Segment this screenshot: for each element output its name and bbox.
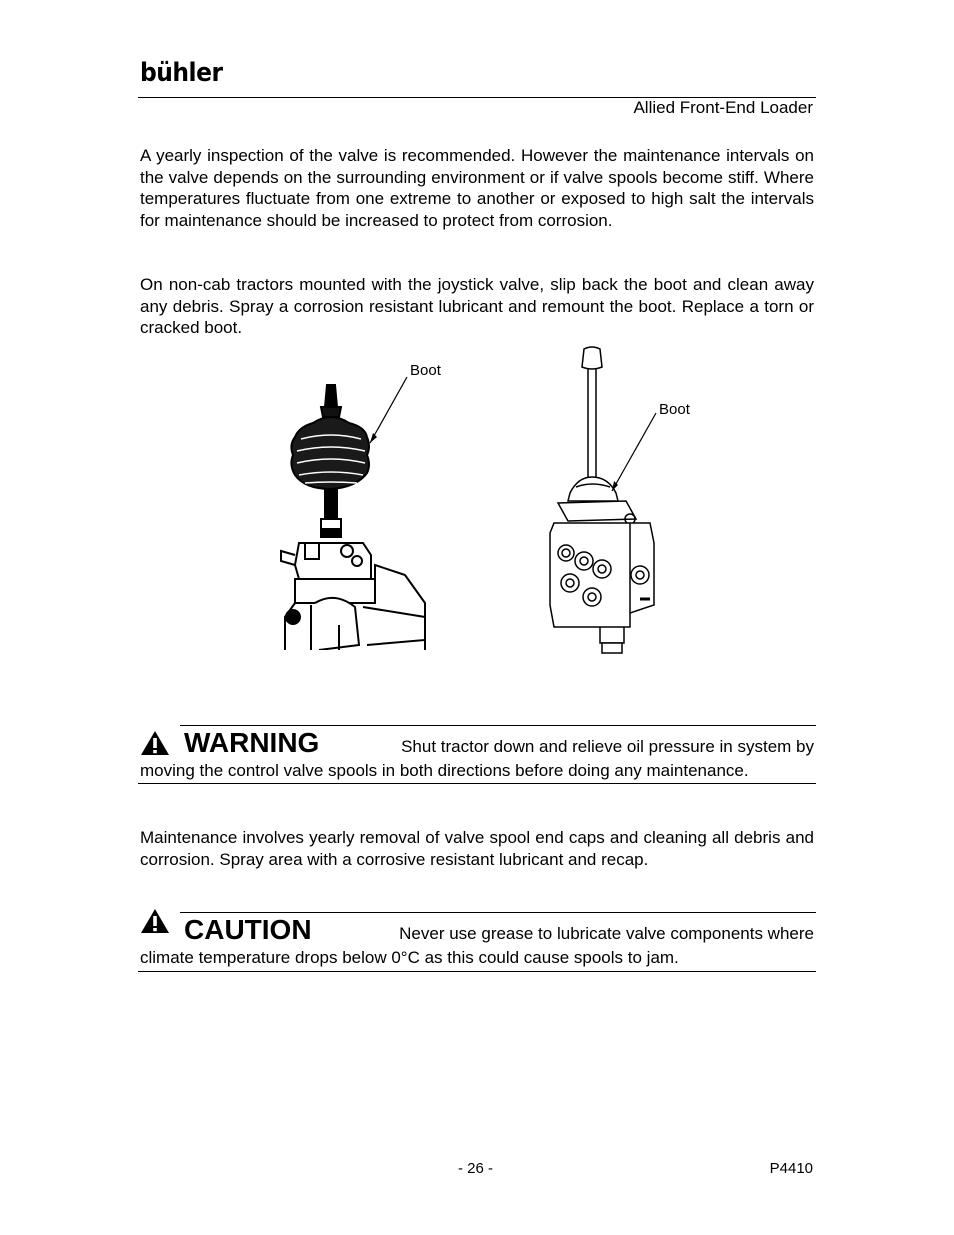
- caution-top-rule: [180, 912, 816, 913]
- caution-title: CAUTION: [184, 914, 312, 945]
- warning-title: WARNING: [184, 727, 320, 758]
- paragraph-maintenance: Maintenance involves yearly removal of valve spool end caps and cleaning all debris and corrosion. Spray area with a corrosive resistant lubricant and recap.: [140, 828, 814, 869]
- joystick-valve-drawing: [275, 355, 455, 650]
- paragraph-boot: On non-cab tractors mounted with the joystick valve, slip back the boot and clean away any debris. Spray a corrosion resistant lubricant and remount the boot. Replace a torn or cracked boot.: [140, 275, 814, 337]
- lever-valve-figure: [540, 343, 670, 655]
- warning-bottom-rule: [138, 783, 816, 784]
- boot-label-right: Boot: [659, 401, 690, 418]
- document-code: P4410: [769, 1160, 813, 1177]
- caution-line-1: Never use grease to lubricate valve components where: [399, 924, 814, 943]
- warning-line-2: moving the control valve spools in both directions before doing any maintenance.: [140, 761, 749, 780]
- boot-label-left: Boot: [410, 362, 441, 379]
- caution-bottom-rule: [138, 971, 816, 972]
- warning-message: [140, 735, 814, 783]
- lever-valve-drawing: [540, 343, 670, 655]
- joystick-valve-figure: [275, 355, 455, 650]
- page-number: - 26 -: [458, 1160, 494, 1177]
- document-subtitle: Allied Front-End Loader: [633, 98, 813, 117]
- warning-top-rule: [180, 725, 816, 726]
- logo: bühler: [140, 58, 223, 88]
- caution-message: [140, 922, 814, 970]
- paragraph-inspection: A yearly inspection of the valve is recommended. However the maintenance intervals on the valve depends on the surrounding environment or if valve spools become stiff. Where temperatures fluctuate from one extreme to another or exposed to high salt the intervals for maintenance should be increased to protect from corrosion.: [140, 146, 814, 230]
- warning-line-1: Shut tractor down and relieve oil pressure in system by: [401, 737, 814, 756]
- caution-line-2: climate temperature drops below 0°C as this could cause spools to jam.: [140, 948, 679, 967]
